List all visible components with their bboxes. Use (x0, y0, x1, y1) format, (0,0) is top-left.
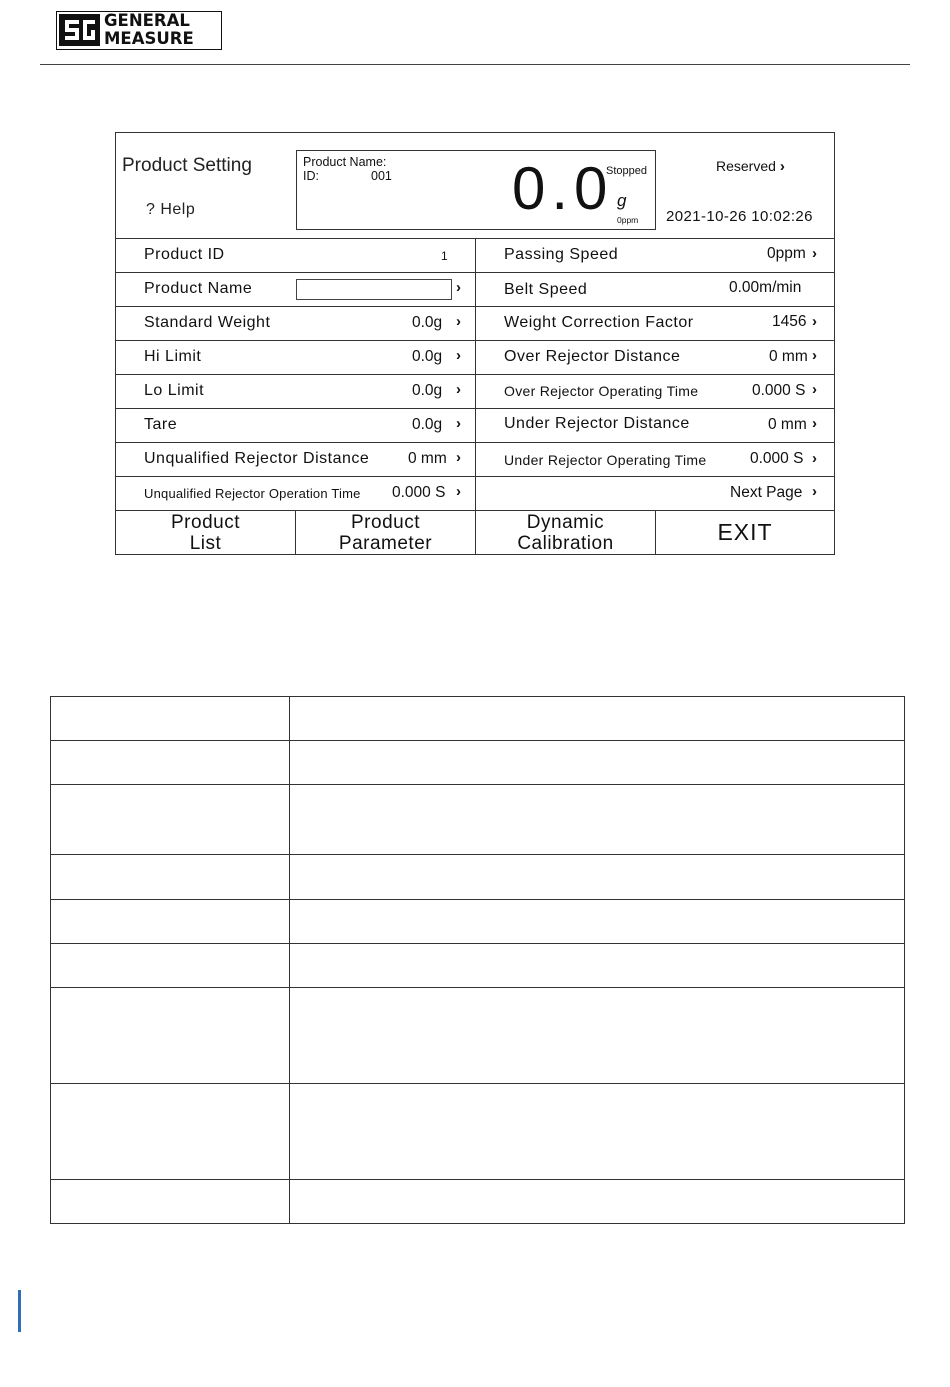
dynamic-calibration-label-line1: Dynamic (526, 511, 605, 533)
chevron-right-icon: › (456, 483, 461, 500)
logo-line-measure: MEASURE (104, 28, 194, 48)
hi-limit-label: Hi Limit (144, 348, 202, 365)
general-measure-logo (56, 11, 222, 50)
product-list-button[interactable] (116, 510, 295, 555)
hmi-screen (115, 132, 835, 555)
unqualified-rejector-distance-value: 0 mm (408, 450, 447, 467)
unqualified-rejector-operation-time-label: Unqualified Rejector Operation Time (144, 486, 361, 501)
logo-line-general: GENERAL (104, 11, 190, 30)
exit-label: EXIT (717, 519, 773, 545)
lo-limit-value: 0.0g (412, 382, 443, 399)
product-parameter-button[interactable] (296, 510, 475, 555)
header-rule (40, 64, 910, 65)
weight-correction-factor-label: Weight Correction Factor (504, 314, 694, 331)
row-unqualified-rejector-operation-time[interactable] (116, 477, 475, 510)
weight-unit: g (617, 191, 627, 210)
table-row (51, 697, 904, 741)
row-under-rejector-distance[interactable] (476, 409, 834, 442)
id-readout-value: 001 (371, 169, 392, 183)
row-standard-weight[interactable] (116, 307, 475, 340)
weight-correction-factor-value: 1456 (772, 313, 807, 330)
dynamic-calibration-label-line2: Calibration (517, 532, 614, 554)
weight-display (296, 150, 656, 230)
product-parameter-label-line2: Parameter (338, 532, 433, 554)
row-product-id[interactable] (116, 239, 475, 272)
row-under-rejector-operating-time[interactable] (476, 443, 834, 476)
reserved-button[interactable] (716, 158, 785, 175)
table-row (51, 988, 904, 1084)
table-row (51, 1084, 904, 1180)
under-rejector-operating-time-label: Under Rejector Operating Time (504, 452, 707, 468)
weight-readout: 0.0 (512, 155, 614, 222)
over-rejector-operating-time-value: 0.000 S (752, 382, 806, 399)
reserved-label: Reserved (716, 158, 776, 174)
datetime: 2021-10-26 10:02:26 (666, 208, 813, 225)
help-button[interactable]: ? Help (146, 201, 196, 218)
exit-button[interactable] (656, 510, 834, 555)
passing-speed-value: 0ppm (767, 245, 806, 262)
row-unqualified-rejector-distance[interactable] (116, 443, 475, 476)
next-page-button[interactable] (476, 477, 834, 510)
under-rejector-operating-time-value: 0.000 S (750, 450, 804, 467)
standard-weight-label: Standard Weight (144, 314, 271, 331)
id-readout-label: ID: (303, 169, 319, 183)
next-page-label: Next Page (730, 484, 803, 501)
product-name-label: Product Name (144, 280, 253, 297)
row-tare[interactable] (116, 409, 475, 442)
row-hi-limit[interactable] (116, 341, 475, 374)
table-row (51, 785, 904, 855)
hi-limit-value: 0.0g (412, 348, 443, 365)
chevron-right-icon: › (812, 450, 817, 467)
status-badge: Stopped (606, 165, 647, 177)
product-name-readout-label: Product Name: (303, 155, 387, 169)
chevron-right-icon: › (812, 245, 817, 262)
belt-speed-label: Belt Speed (504, 281, 588, 298)
logo-mark-icon (59, 14, 100, 46)
chevron-right-icon: › (456, 347, 461, 364)
under-rejector-distance-label: Under Rejector Distance (504, 415, 690, 432)
chevron-right-icon: › (812, 415, 817, 432)
product-id-label: Product ID (144, 246, 225, 263)
dynamic-calibration-button[interactable] (476, 510, 655, 555)
chevron-right-icon: › (779, 158, 785, 175)
product-list-label-line2: List (189, 532, 222, 554)
page-title: Product Setting (122, 155, 252, 176)
chevron-right-icon: › (456, 415, 461, 432)
chevron-right-icon: › (456, 381, 461, 398)
chevron-right-icon: › (456, 449, 461, 466)
table-row (51, 855, 904, 900)
passing-speed-label: Passing Speed (504, 246, 619, 263)
row-passing-speed[interactable] (476, 239, 834, 272)
table-column-divider (289, 697, 290, 1223)
logo-text (104, 12, 194, 47)
lo-limit-label: Lo Limit (144, 382, 205, 399)
table-row (51, 900, 904, 944)
unqualified-rejector-operation-time-value: 0.000 S (392, 484, 446, 501)
product-id-value: 1 (441, 249, 448, 263)
row-lo-limit[interactable] (116, 375, 475, 408)
rate-readout: 0ppm (617, 215, 639, 225)
over-rejector-distance-label: Over Rejector Distance (504, 348, 681, 365)
chevron-right-icon: › (456, 313, 461, 330)
row-over-rejector-distance[interactable] (476, 341, 834, 374)
belt-speed-value: 0.00m/min (729, 279, 802, 296)
page-margin-bar (18, 1290, 21, 1332)
chevron-right-icon: › (812, 381, 817, 398)
chevron-right-icon: › (812, 347, 817, 364)
table-row (51, 741, 904, 785)
standard-weight-value: 0.0g (412, 314, 443, 331)
unqualified-rejector-distance-label: Unqualified Rejector Distance (144, 450, 370, 467)
under-rejector-distance-value: 0 mm (768, 416, 807, 433)
chevron-right-icon: › (812, 483, 817, 500)
tare-label: Tare (144, 416, 178, 433)
chevron-right-icon: › (812, 313, 817, 330)
row-product-name[interactable] (116, 273, 475, 306)
over-rejector-operating-time-label: Over Rejector Operating Time (504, 383, 699, 399)
product-parameter-label-line1: Product (351, 511, 420, 533)
over-rejector-distance-value: 0 mm (769, 348, 808, 365)
chevron-right-icon: › (456, 279, 461, 296)
tare-value: 0.0g (412, 416, 443, 433)
row-weight-correction-factor[interactable] (476, 307, 834, 340)
description-table (50, 696, 905, 1224)
product-name-input[interactable] (296, 279, 452, 300)
product-list-label-line1: Product (171, 511, 240, 533)
row-over-rejector-operating-time[interactable] (476, 375, 834, 408)
table-row (51, 944, 904, 988)
row-belt-speed (476, 273, 834, 306)
